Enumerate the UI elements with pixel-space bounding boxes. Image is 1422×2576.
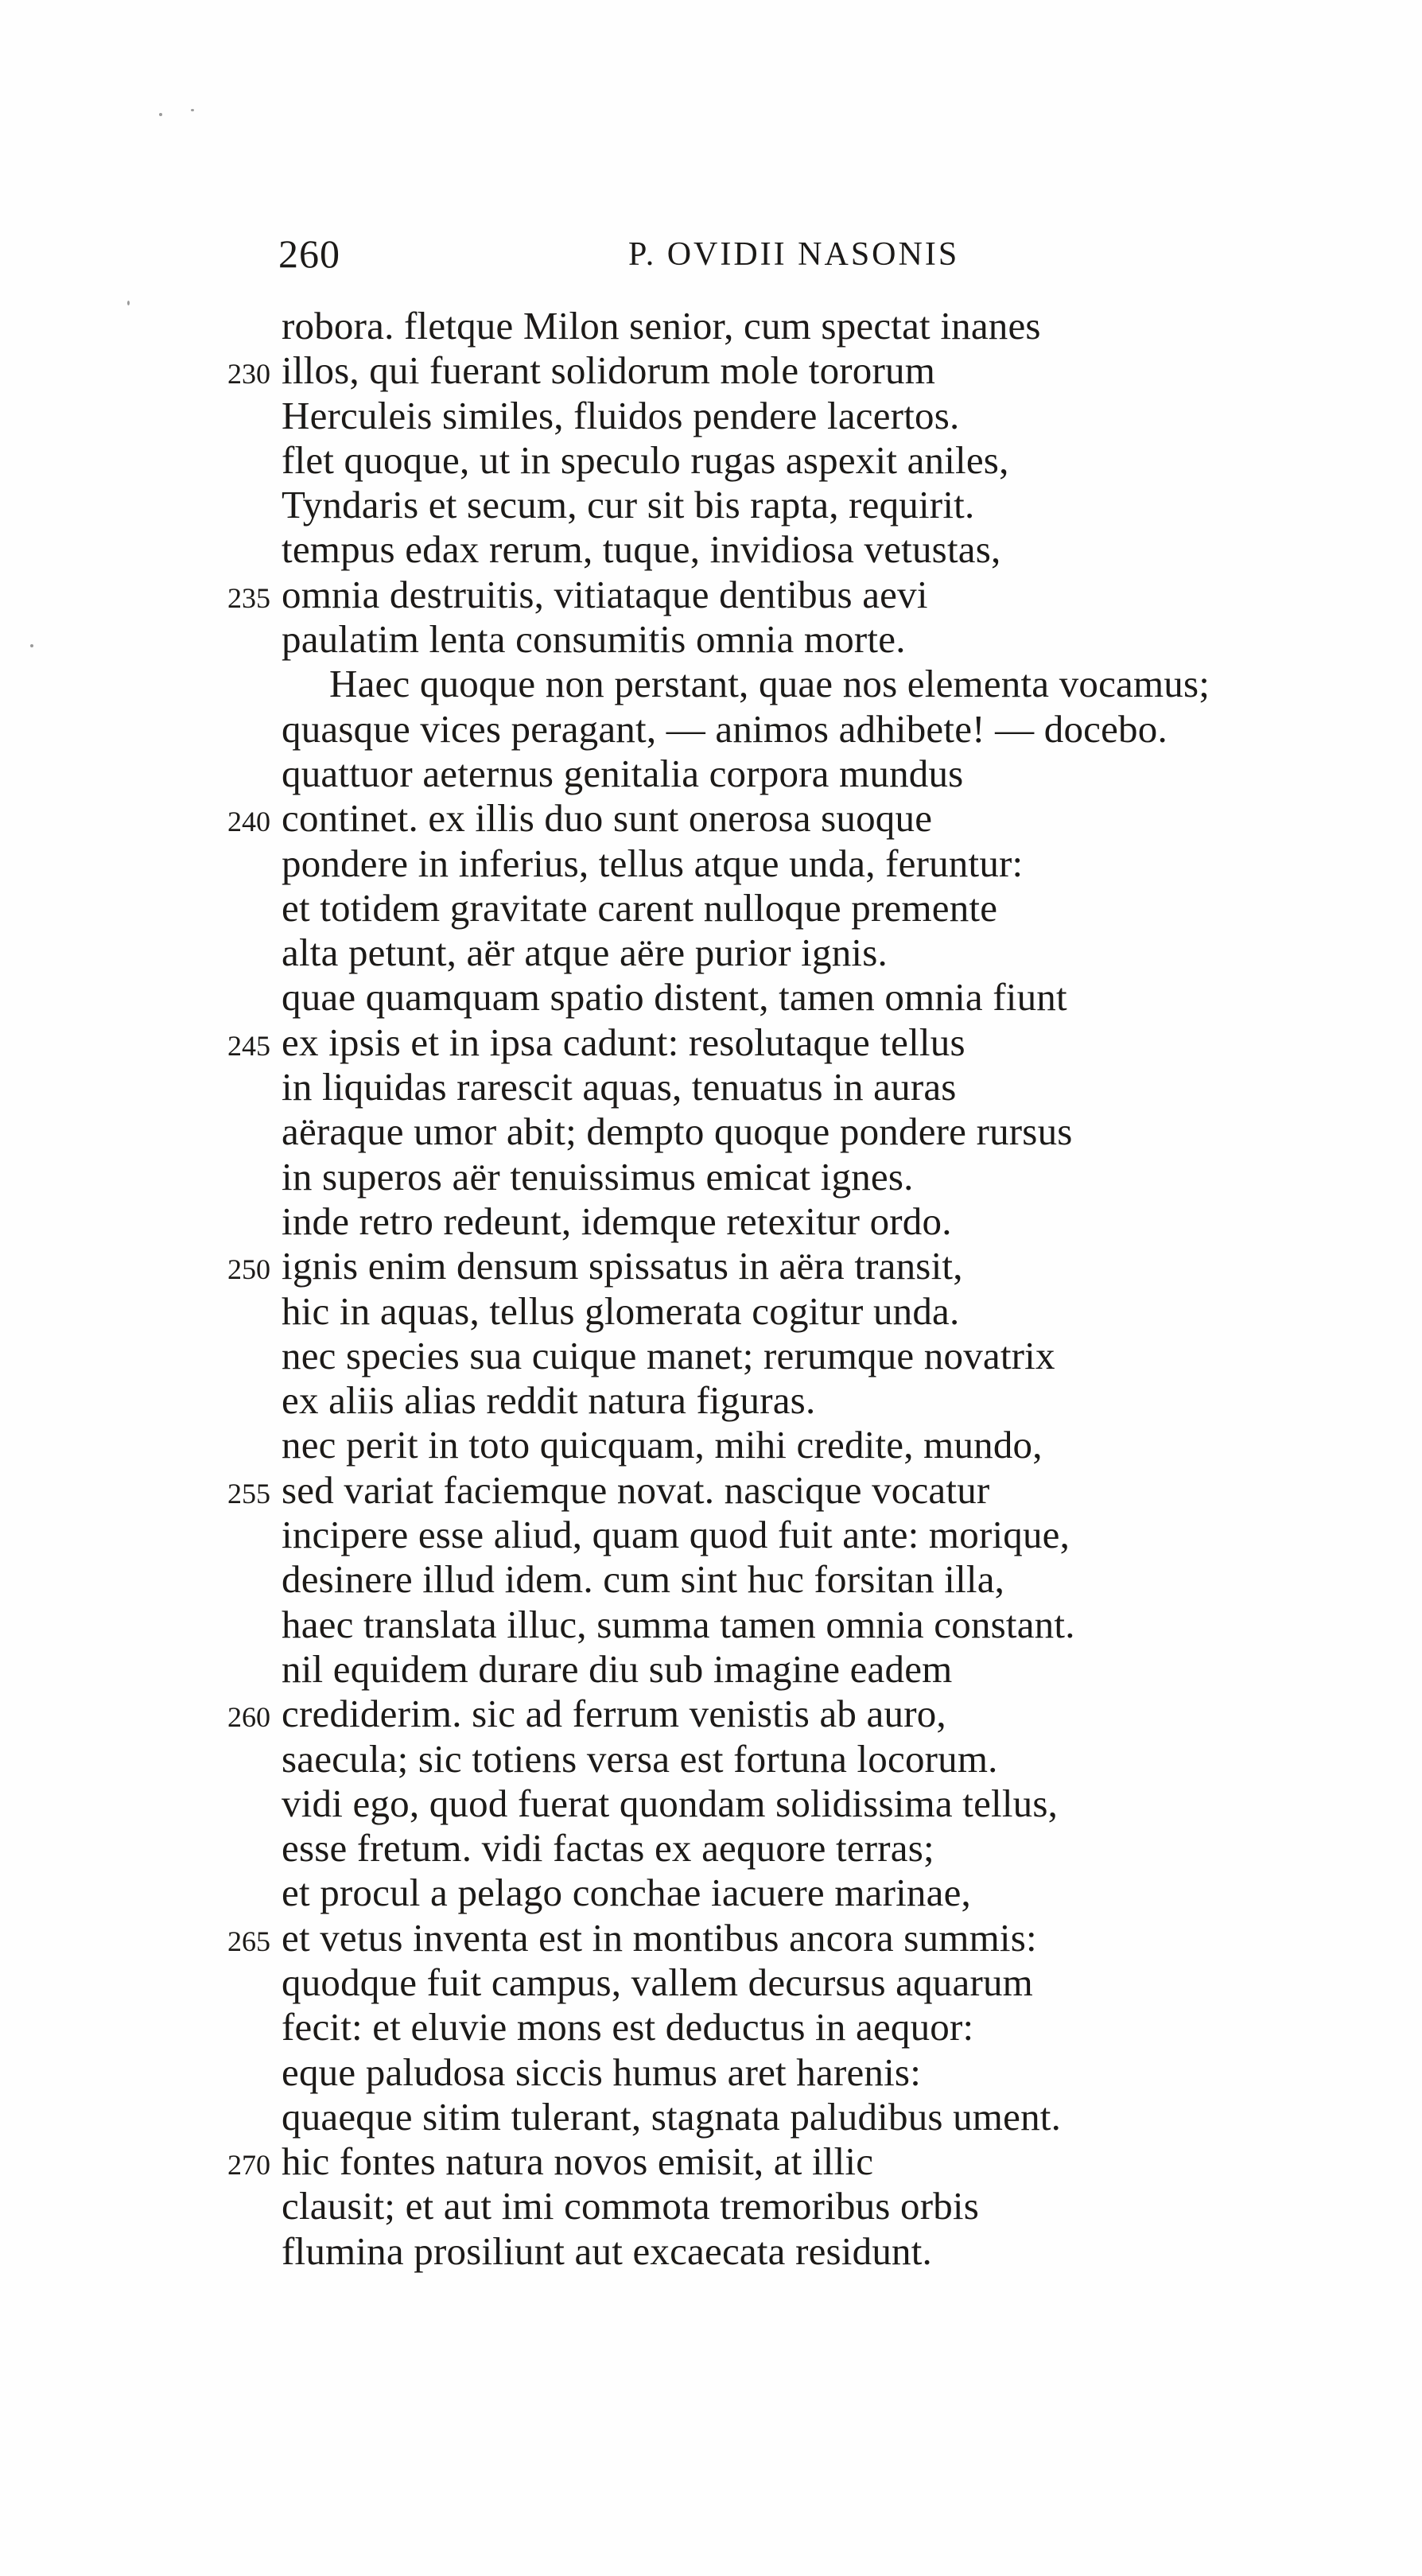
line-text: robora. fletque Milon senior, cum spectat inanes [282,304,1041,348]
line-number: 240 [227,806,270,838]
line-text: esse fretum. vidi factas ex aequore terras; [282,1826,934,1871]
verse-line [191,483,1416,527]
line-text: paulatim lenta consumitis omnia morte. [282,617,906,662]
line-text: ignis enim densum spissatus in aëra transit, [282,1244,963,1288]
running-title: P. OVIDII NASONIS [628,236,960,273]
line-text: desinere illud idem. cum sint huc forsitan illa, [282,1557,1005,1602]
verse-line [191,752,1416,796]
line-text: haec translata illuc, summa tamen omnia constant. [282,1602,1075,1646]
verse-line [191,1916,1416,1960]
line-number: 230 [227,358,270,390]
verse-line [191,975,1416,1020]
verse-line [191,1647,1416,1692]
verse-line [191,1737,1416,1781]
verse-line [191,2139,1416,2184]
line-text: omnia destruitis, vitiataque dentibus aevi [282,572,928,616]
paper-speck [30,644,33,647]
poem-body [191,304,1416,2274]
line-text: sed variat faciemque novat. nascique vocatur [282,1467,990,1512]
verse-line [191,1334,1416,1378]
line-text: continet. ex illis duo sunt onerosa suoque [282,796,933,841]
verse-line [191,931,1416,975]
verse-line [191,1423,1416,1467]
line-number: 235 [227,581,270,614]
verse-line [191,1289,1416,1334]
verse-line [191,617,1416,662]
line-text: quaeque sitim tulerant, stagnata paludibus ument. [282,2094,1062,2139]
line-text: quae quamquam spatio distent, tamen omnia fiunt [282,975,1067,1020]
verse-line [191,1378,1416,1423]
line-text: Haec quoque non perstant, quae nos elementa vocamus; [329,662,1210,706]
line-text: hic fontes natura novos emisit, at illic [282,2139,874,2184]
paper-speck [127,301,130,305]
line-text: illos, qui fuerant solidorum mole tororum [282,348,936,393]
verse-line [191,886,1416,931]
line-text: et vetus inventa est in montibus ancora summis: [282,1915,1037,1960]
line-text: quodque fuit campus, vallem decursus aquarum [282,1960,1033,2004]
paper-speck [191,109,194,111]
verse-line [191,1692,1416,1736]
line-number: 250 [227,1253,270,1286]
line-number: 245 [227,1029,270,1062]
line-text: flet quoque, ut in speculo rugas aspexit aniles, [282,437,1009,482]
line-number: 255 [227,1477,270,1509]
line-text: tempus edax rerum, tuque, invidiosa vetustas, [282,527,1001,572]
line-text: ex ipsis et in ipsa cadunt: resolutaque tellus [282,1020,965,1064]
verse-line [191,1871,1416,1915]
verse-line [191,2005,1416,2050]
verse-line [191,1155,1416,1199]
verse-line [191,2095,1416,2139]
line-text: eque paludosa siccis humus aret harenis: [282,2050,922,2094]
line-text: nil equidem durare diu sub imagine eadem [282,1646,953,1691]
verse-line [191,1109,1416,1154]
line-text: clausit; et aut imi commota tremoribus orbis [282,2184,980,2228]
line-number: 260 [227,1701,270,1734]
verse-line [191,527,1416,572]
verse-line [191,1781,1416,1826]
verse-line [191,438,1416,483]
line-text: et procul a pelago conchae iacuere marinae, [282,1871,971,1915]
line-text: crediderim. sic ad ferrum venistis ab auro, [282,1692,946,1736]
line-text: Tyndaris et secum, cur sit bis rapta, requirit. [282,483,975,527]
line-text: Herculeis similes, fluidos pendere lacertos. [282,393,960,437]
verse-line [191,394,1416,438]
verse-line [191,304,1416,348]
verse-line [191,2229,1416,2274]
verse-line [191,1199,1416,1244]
verse-line [191,662,1416,706]
line-text: vidi ego, quod fuerat quondam solidissima tellus, [282,1781,1059,1825]
line-text: fecit: et eluvie mons est deductus in aequor: [282,2005,974,2050]
verse-line [191,2184,1416,2228]
verse-line [191,796,1416,841]
verse-line [191,1244,1416,1288]
line-text: nec perit in toto quicquam, mihi credite, mundo, [282,1423,1043,1467]
line-text: ex aliis alias reddit natura figuras. [282,1378,816,1423]
line-text: inde retro redeunt, idemque retexitur ordo. [282,1199,952,1243]
line-number: 265 [227,1925,270,1957]
verse-line [191,2050,1416,2095]
verse-line [191,1468,1416,1513]
line-text: quasque vices peragant, — animos adhibete! — docebo. [282,706,1168,751]
verse-line [191,1960,1416,2005]
verse-line [191,1065,1416,1109]
verse-line [191,1513,1416,1557]
line-text: quattuor aeternus genitalia corpora mundus [282,751,964,795]
verse-line [191,1603,1416,1647]
verse-line [191,1020,1416,1065]
verse-line [191,573,1416,617]
line-text: pondere in inferius, tellus atque unda, feruntur: [282,841,1024,885]
line-text: nec species sua cuique manet; rerumque novatrix [282,1333,1055,1377]
line-text: aëraque umor abit; dempto quoque pondere rursus [282,1109,1073,1154]
verse-line [191,1826,1416,1871]
line-text: incipere esse aliud, quam quod fuit ante: morique, [282,1513,1070,1557]
line-text: in superos aër tenuissimus emicat ignes. [282,1154,914,1199]
verse-line [191,1557,1416,1602]
page-header [278,231,1018,294]
line-text: et totidem gravitate carent nulloque premente [282,885,998,930]
page-number: 260 [278,231,340,276]
verse-line [191,841,1416,886]
verse-line [191,707,1416,752]
line-text: flumina prosiliunt aut excaecata residunt. [282,2228,932,2273]
paper-speck [159,113,162,116]
line-text: saecula; sic totiens versa est fortuna locorum. [282,1736,998,1781]
line-text: hic in aquas, tellus glomerata cogitur unda. [282,1288,960,1333]
verse-line [191,348,1416,393]
line-text: in liquidas rarescit aquas, tenuatus in auras [282,1065,957,1109]
line-number: 270 [227,2149,270,2182]
line-text: alta petunt, aër atque aëre purior ignis. [282,931,888,975]
